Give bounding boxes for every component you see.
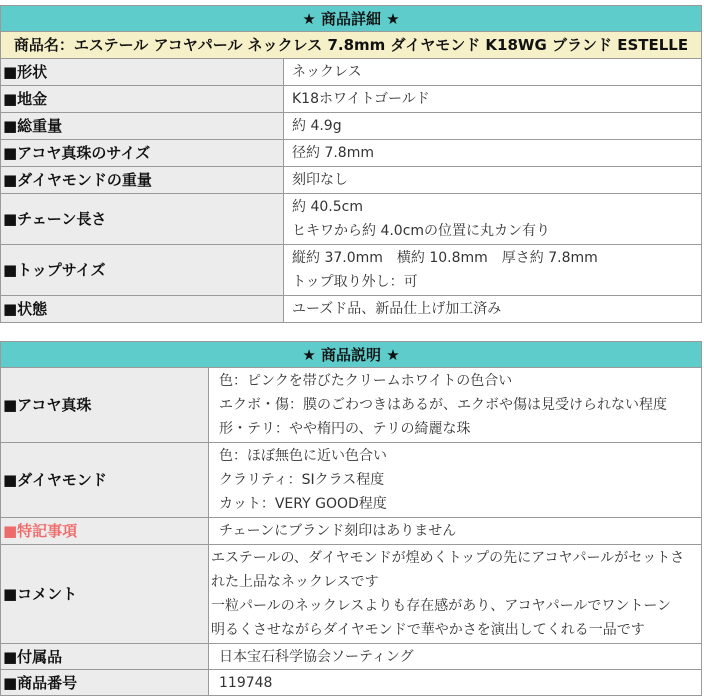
detail-label: ■トップサイズ <box>1 245 284 296</box>
description-value: 日本宝石科学協会ソーティング <box>219 648 414 665</box>
detail-value: 径約 7.8mm <box>292 145 374 161</box>
description-table <box>0 341 702 696</box>
description-label: ■付属品 <box>1 644 209 670</box>
detail-label: ■総重量 <box>1 113 284 140</box>
description-value: 色：ほぼ無色に近い色合い <box>219 448 387 464</box>
detail-row <box>1 245 702 296</box>
detail-value: 刻印なし <box>292 172 348 188</box>
description-value: 119748 <box>219 674 273 691</box>
description-header: ★ 商品説明 ★ <box>1 342 702 368</box>
description-row <box>1 518 702 545</box>
description-row <box>1 443 702 518</box>
description-value: カット：VERY GOOD程度 <box>219 496 387 512</box>
details-header: ★ 商品詳細 ★ <box>1 6 702 32</box>
detail-row <box>1 59 702 86</box>
detail-row <box>1 86 702 113</box>
description-value: れた上品なネックレスです <box>211 574 379 590</box>
detail-value: ヒキワから約 4.0cmの位置に丸カン有り <box>292 223 551 239</box>
detail-value: K18ホワイトゴールド <box>292 91 430 107</box>
detail-value: ユーズド品、新品仕上げ加工済み <box>292 301 502 317</box>
description-row <box>1 368 702 443</box>
description-row <box>1 644 702 670</box>
description-value: エクボ・傷：膜のごわつきはあるが、エクボや傷は見受けられない程度 <box>219 397 667 413</box>
detail-label: ■状態 <box>1 296 284 323</box>
detail-label: ■形状 <box>1 59 284 86</box>
detail-row <box>1 167 702 194</box>
description-value: エステールの、ダイヤモンドが煌めくトップの先にアコヤパールがセットさ <box>211 550 685 566</box>
detail-row <box>1 140 702 167</box>
description-row <box>1 670 702 696</box>
product-name: 商品名：エステール アコヤパール ネックレス 7.8mm ダイヤモンド K18WG ブランド ESTELLE <box>1 32 702 59</box>
description-value: 一粒パールのネックレスよりも存在感があり、アコヤパールでワントーン <box>211 598 672 614</box>
detail-label: ■アコヤ真珠のサイズ <box>1 140 284 167</box>
detail-row <box>1 113 702 140</box>
description-value: 明るくさせながらダイヤモンドで華やかさを演出してくれる一品です <box>211 622 645 638</box>
description-label: ■商品番号 <box>1 670 209 696</box>
detail-label: ■地金 <box>1 86 284 113</box>
detail-value: 縦約 37.0mm 横約 10.8mm 厚さ約 7.8mm <box>292 250 598 266</box>
description-label: ■コメント <box>1 545 209 644</box>
detail-label: ■チェーン長さ <box>1 194 284 245</box>
detail-value: 約 4.9g <box>292 118 342 134</box>
description-value: 色：ピンクを帯びたクリームホワイトの色合い <box>219 373 513 389</box>
description-value: 形・テリ：やや楕円の、テリの綺麗な珠 <box>219 421 471 437</box>
description-value: クラリティ：SIクラス程度 <box>219 472 385 488</box>
special-notes-label: ■特記事項 <box>1 518 209 545</box>
detail-row <box>1 296 702 323</box>
description-label: ■ダイヤモンド <box>1 443 209 518</box>
description-label: ■アコヤ真珠 <box>1 368 209 443</box>
description-value: チェーンにブランド刻印はありません <box>219 523 457 539</box>
details-table <box>0 5 702 323</box>
description-row <box>1 545 702 644</box>
detail-row <box>1 194 702 245</box>
detail-value: 約 40.5cm <box>292 199 363 215</box>
detail-label: ■ダイヤモンドの重量 <box>1 167 284 194</box>
detail-value: ネックレス <box>292 64 362 80</box>
detail-value: トップ取り外し：可 <box>292 274 418 290</box>
